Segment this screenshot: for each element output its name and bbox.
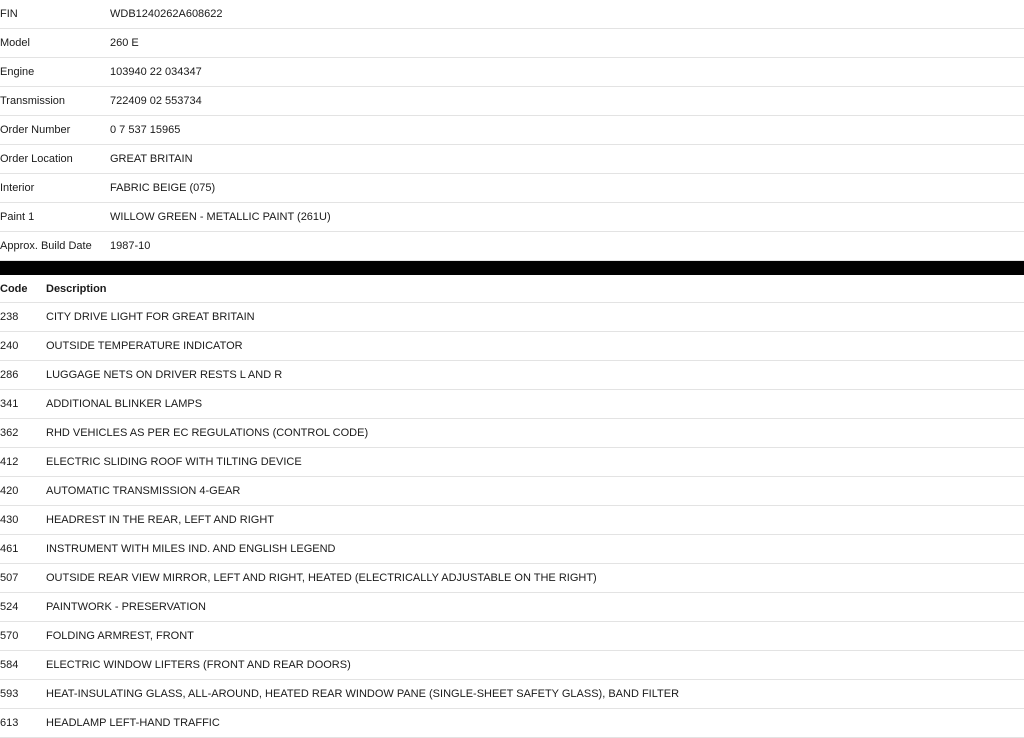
- table-row: [0, 232, 1024, 261]
- info-label: Engine: [0, 66, 35, 78]
- info-label: Paint 1: [0, 211, 35, 223]
- code-cell: 524: [0, 601, 19, 613]
- code-cell: 593: [0, 688, 19, 700]
- description-cell: OUTSIDE REAR VIEW MIRROR, LEFT AND RIGHT, HEATED (ELECTRICALLY ADJUSTABLE ON THE RIGHT): [46, 572, 597, 584]
- table-row: [0, 58, 1024, 87]
- table-row: [0, 87, 1024, 116]
- info-value: 260 E: [110, 37, 139, 49]
- info-value: WILLOW GREEN - METALLIC PAINT (261U): [110, 211, 331, 223]
- code-cell: 240: [0, 340, 19, 352]
- info-value: WDB1240262A608622: [110, 8, 223, 20]
- code-cell: 613: [0, 717, 19, 729]
- table-row: [0, 535, 1024, 564]
- code-cell: 341: [0, 398, 19, 410]
- description-cell: ELECTRIC WINDOW LIFTERS (FRONT AND REAR DOORS): [46, 659, 351, 671]
- code-cell: 420: [0, 485, 19, 497]
- info-label: Order Location: [0, 153, 73, 165]
- info-value: 0 7 537 15965: [110, 124, 181, 136]
- code-cell: 430: [0, 514, 19, 526]
- description-cell: HEADREST IN THE REAR, LEFT AND RIGHT: [46, 514, 274, 526]
- description-cell: OUTSIDE TEMPERATURE INDICATOR: [46, 340, 243, 352]
- code-cell: 286: [0, 369, 19, 381]
- table-row: [0, 145, 1024, 174]
- vehicle-info-body: [0, 0, 1024, 261]
- codes-table-body: [0, 303, 1024, 738]
- description-cell: PAINTWORK - PRESERVATION: [46, 601, 206, 613]
- description-cell: CITY DRIVE LIGHT FOR GREAT BRITAIN: [46, 311, 255, 323]
- info-label: Approx. Build Date: [0, 240, 92, 252]
- table-row: [0, 622, 1024, 651]
- info-label: Interior: [0, 182, 35, 194]
- code-cell: 412: [0, 456, 19, 468]
- description-cell: LUGGAGE NETS ON DRIVER RESTS L AND R: [46, 369, 283, 381]
- code-cell: 507: [0, 572, 19, 584]
- table-row: [0, 448, 1024, 477]
- table-row: [0, 419, 1024, 448]
- description-cell: AUTOMATIC TRANSMISSION 4-GEAR: [46, 485, 241, 497]
- equipment-codes-table: [0, 275, 1024, 738]
- description-cell: HEAT-INSULATING GLASS, ALL-AROUND, HEATED REAR WINDOW PANE (SINGLE-SHEET SAFETY GLASS), BAND FILTER: [46, 688, 680, 700]
- table-row: [0, 174, 1024, 203]
- table-row: [0, 506, 1024, 535]
- table-row: [0, 477, 1024, 506]
- code-cell: 461: [0, 543, 19, 555]
- info-label: Order Number: [0, 124, 71, 136]
- table-row: [0, 390, 1024, 419]
- description-cell: FOLDING ARMREST, FRONT: [46, 630, 194, 642]
- info-value: GREAT BRITAIN: [110, 153, 193, 165]
- info-label: FIN: [0, 8, 18, 20]
- table-row: [0, 593, 1024, 622]
- column-header-description: Description: [46, 283, 107, 295]
- info-value: 722409 02 553734: [110, 95, 202, 107]
- section-divider: [0, 261, 1024, 275]
- info-value: 103940 22 034347: [110, 66, 202, 78]
- table-row: [0, 564, 1024, 593]
- info-value: 1987-10: [110, 240, 151, 252]
- table-row: [0, 332, 1024, 361]
- code-cell: 362: [0, 427, 19, 439]
- table-row: [0, 709, 1024, 738]
- table-row: [0, 680, 1024, 709]
- description-cell: HEADLAMP LEFT-HAND TRAFFIC: [46, 717, 220, 729]
- table-row: [0, 29, 1024, 58]
- table-row: [0, 0, 1024, 29]
- codes-table-header: [0, 275, 1024, 303]
- column-header-code: Code: [0, 283, 28, 295]
- table-row: [0, 361, 1024, 390]
- info-label: Model: [0, 37, 30, 49]
- table-header-row: [0, 275, 1024, 303]
- table-row: [0, 303, 1024, 332]
- vehicle-info-table: [0, 0, 1024, 261]
- description-cell: RHD VEHICLES AS PER EC REGULATIONS (CONTROL CODE): [46, 427, 369, 439]
- description-cell: ELECTRIC SLIDING ROOF WITH TILTING DEVICE: [46, 456, 302, 468]
- table-row: [0, 203, 1024, 232]
- code-cell: 238: [0, 311, 19, 323]
- info-label: Transmission: [0, 95, 65, 107]
- code-cell: 584: [0, 659, 19, 671]
- code-cell: 570: [0, 630, 19, 642]
- table-row: [0, 651, 1024, 680]
- description-cell: ADDITIONAL BLINKER LAMPS: [46, 398, 203, 410]
- description-cell: INSTRUMENT WITH MILES IND. AND ENGLISH LEGEND: [46, 543, 336, 555]
- info-value: FABRIC BEIGE (075): [110, 182, 216, 194]
- table-row: [0, 116, 1024, 145]
